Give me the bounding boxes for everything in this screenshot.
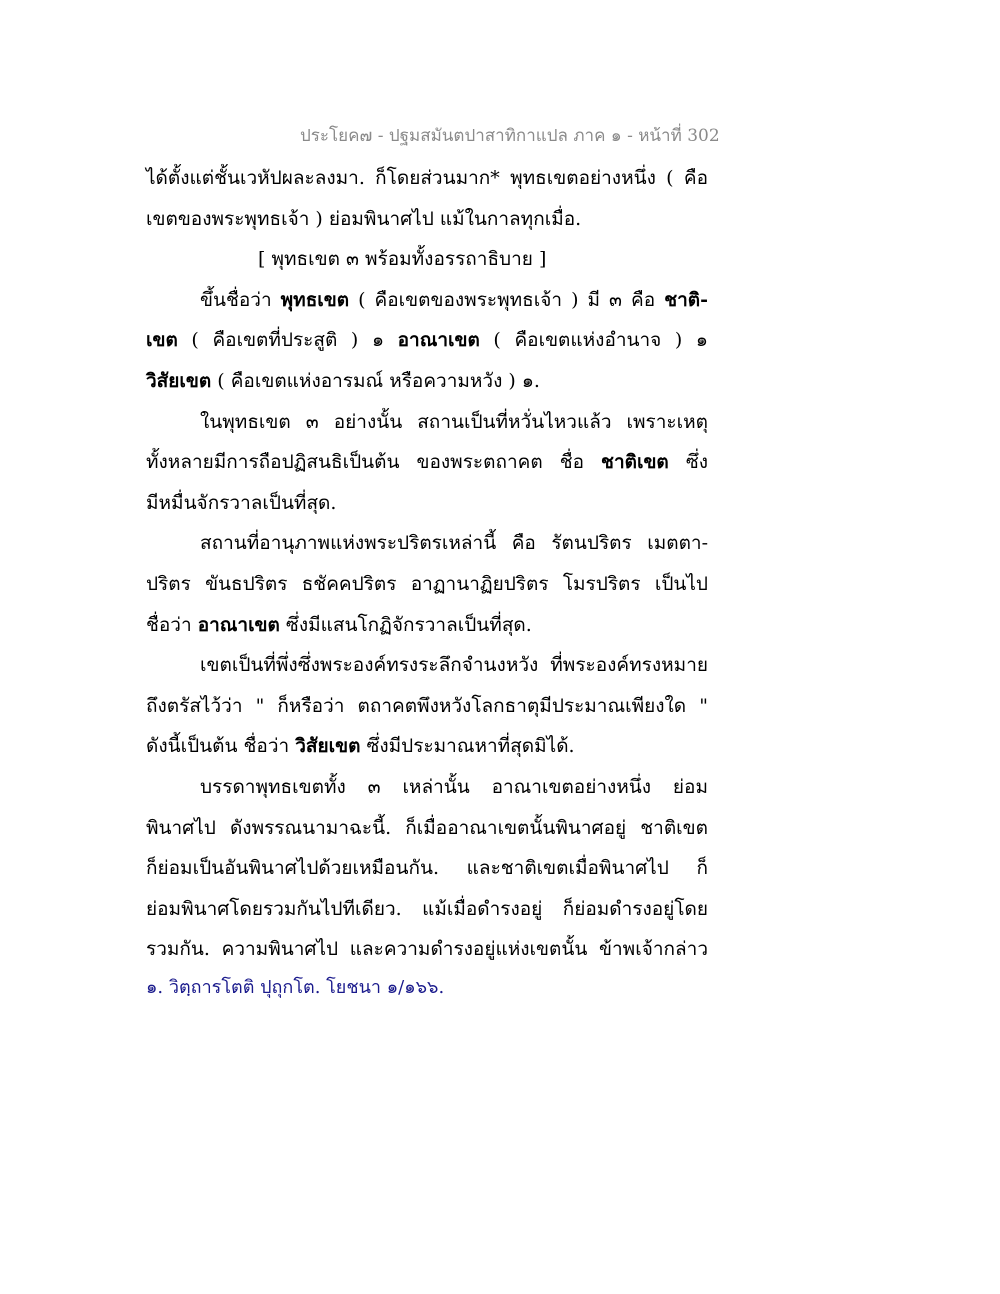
text-line [146,158,708,199]
text-segment: ( คือเขตแห่งอารมณ์ หรือความหวัง ) ๑. [211,369,540,392]
text-line [146,402,708,443]
text-segment: ถึงตรัสไว้ว่า " ก็หรือว่า ตถาคตพึงหวังโลกธาตุมีประมาณเพียงใด " [146,694,708,717]
text-segment: ย่อมพินาศโดยรวมกันไปทีเดียว. แม้เมื่อดำรงอยู่ ก็ย่อมดำรงอยู่โดย [146,897,708,920]
text-segment: รวมกัน. ความพินาศไป และความดำรงอยู่แห่งเขตนั้น ข้าพเจ้ากล่าว [146,938,708,961]
text-segment: ( คือเขตของพระพุทธเจ้า ) มี ๓ คือ [349,288,665,311]
text-segment: เขตของพระพุทธเจ้า ) ย่อมพินาศไป แม้ในกาลทุกเมื่อ. [146,207,582,230]
text-line [146,280,708,321]
text-line [146,848,708,889]
text-segment: สถานที่อานุภาพแห่งพระปริตรเหล่านี้ คือ รัตนปริตร เมตตา- [200,532,708,555]
bold-term: อาณาเขต [197,613,280,636]
text-segment: ในพุทธเขต ๓ อย่างนั้น สถานเป็นที่หวั่นไหวแล้ว เพราะเหตุ [200,410,708,433]
running-header: ประโยค๗ - ปฐมสมันตปาสาทิกาแปล ภาค ๑ - หน้าที่ 302 [300,126,720,146]
bold-term: วิสัยเขต [295,735,361,758]
text-segment: ขึ้นชื่อว่า [200,288,281,311]
text-line [146,808,708,849]
text-segment: * [490,167,511,189]
section-heading [146,239,708,280]
text-segment: พินาศไป ดังพรรณนามาฉะนี้. ก็เมื่ออาณาเขตนั้นพินาศอยู่ ชาติเขต [146,816,708,839]
text-line [146,767,708,808]
text-segment: ซึ่ง [668,451,708,474]
text-segment: ปริตร ขันธปริตร ธชัคคปริตร อาฏานาฏิยปริตร โมรปริตร เป็นไป [146,572,708,595]
text-line [146,320,708,361]
text-segment: ( คือเขตที่ประสูติ ) ๑ [177,329,398,352]
text-segment: [ พุทธเขต ๓ พร้อมทั้งอรรถาธิบาย ] [258,248,547,271]
text-segment: มีหมื่นจักรวาลเป็นที่สุด. [146,491,337,514]
text-segment: ซึ่งมีแสนโกฏิจักรวาลเป็นที่สุด. [279,613,532,636]
text-line [146,361,708,402]
text-segment: ทั้งหลายมีการถือปฏิสนธิเป็นต้น ของพระตถาคต ชื่อ [146,451,602,474]
bold-term: วิสัยเขต [146,369,212,392]
text-line [146,645,708,686]
bold-term: ชาติ- [664,288,708,311]
text-segment: ชื่อว่า [146,613,198,636]
text-segment: ได้ตั้งแต่ชั้นเวหัปผละลงมา. ก็โดยส่วนมาก [146,167,491,189]
bold-term: พุทธเขต [280,288,350,311]
text-segment: ดังนี้เป็นต้น ชื่อว่า [146,735,296,758]
bold-term: ชาติเขต [601,451,669,474]
text-line [146,605,708,646]
body-text [146,158,708,970]
text-line [146,929,708,970]
text-segment: พุทธเขตอย่างหนึ่ง ( คือ [510,167,708,189]
text-line [146,889,708,930]
text-line [146,442,708,483]
bold-term: เขต [146,329,178,352]
text-segment: ก็ย่อมเป็นอันพินาศไปด้วยเหมือนกัน. และชาติเขตเมื่อพินาศไป ก็ [146,857,708,880]
text-segment: เขตเป็นที่พึ่งซึ่งพระองค์ทรงระลึกจำนงหวัง ที่พระองค์ทรงหมาย [200,654,708,677]
text-segment: ซึ่งมีประมาณหาที่สุดมิได้. [360,735,575,758]
text-segment: ( คือเขตแห่งอำนาจ ) ๑ [479,329,708,352]
text-line [146,483,708,524]
text-line [146,199,708,240]
text-line [146,523,708,564]
text-line [146,564,708,605]
footnote: ๑. วิตฺถารโตติ ปุถุกโต. โยชนา ๑/๑๖๖. [146,977,445,998]
text-segment: บรรดาพุทธเขตทั้ง ๓ เหล่านั้น อาณาเขตอย่างหนึ่ง ย่อม [200,775,708,798]
text-line [146,726,708,767]
text-line [146,686,708,727]
bold-term: อาณาเขต [397,329,480,352]
